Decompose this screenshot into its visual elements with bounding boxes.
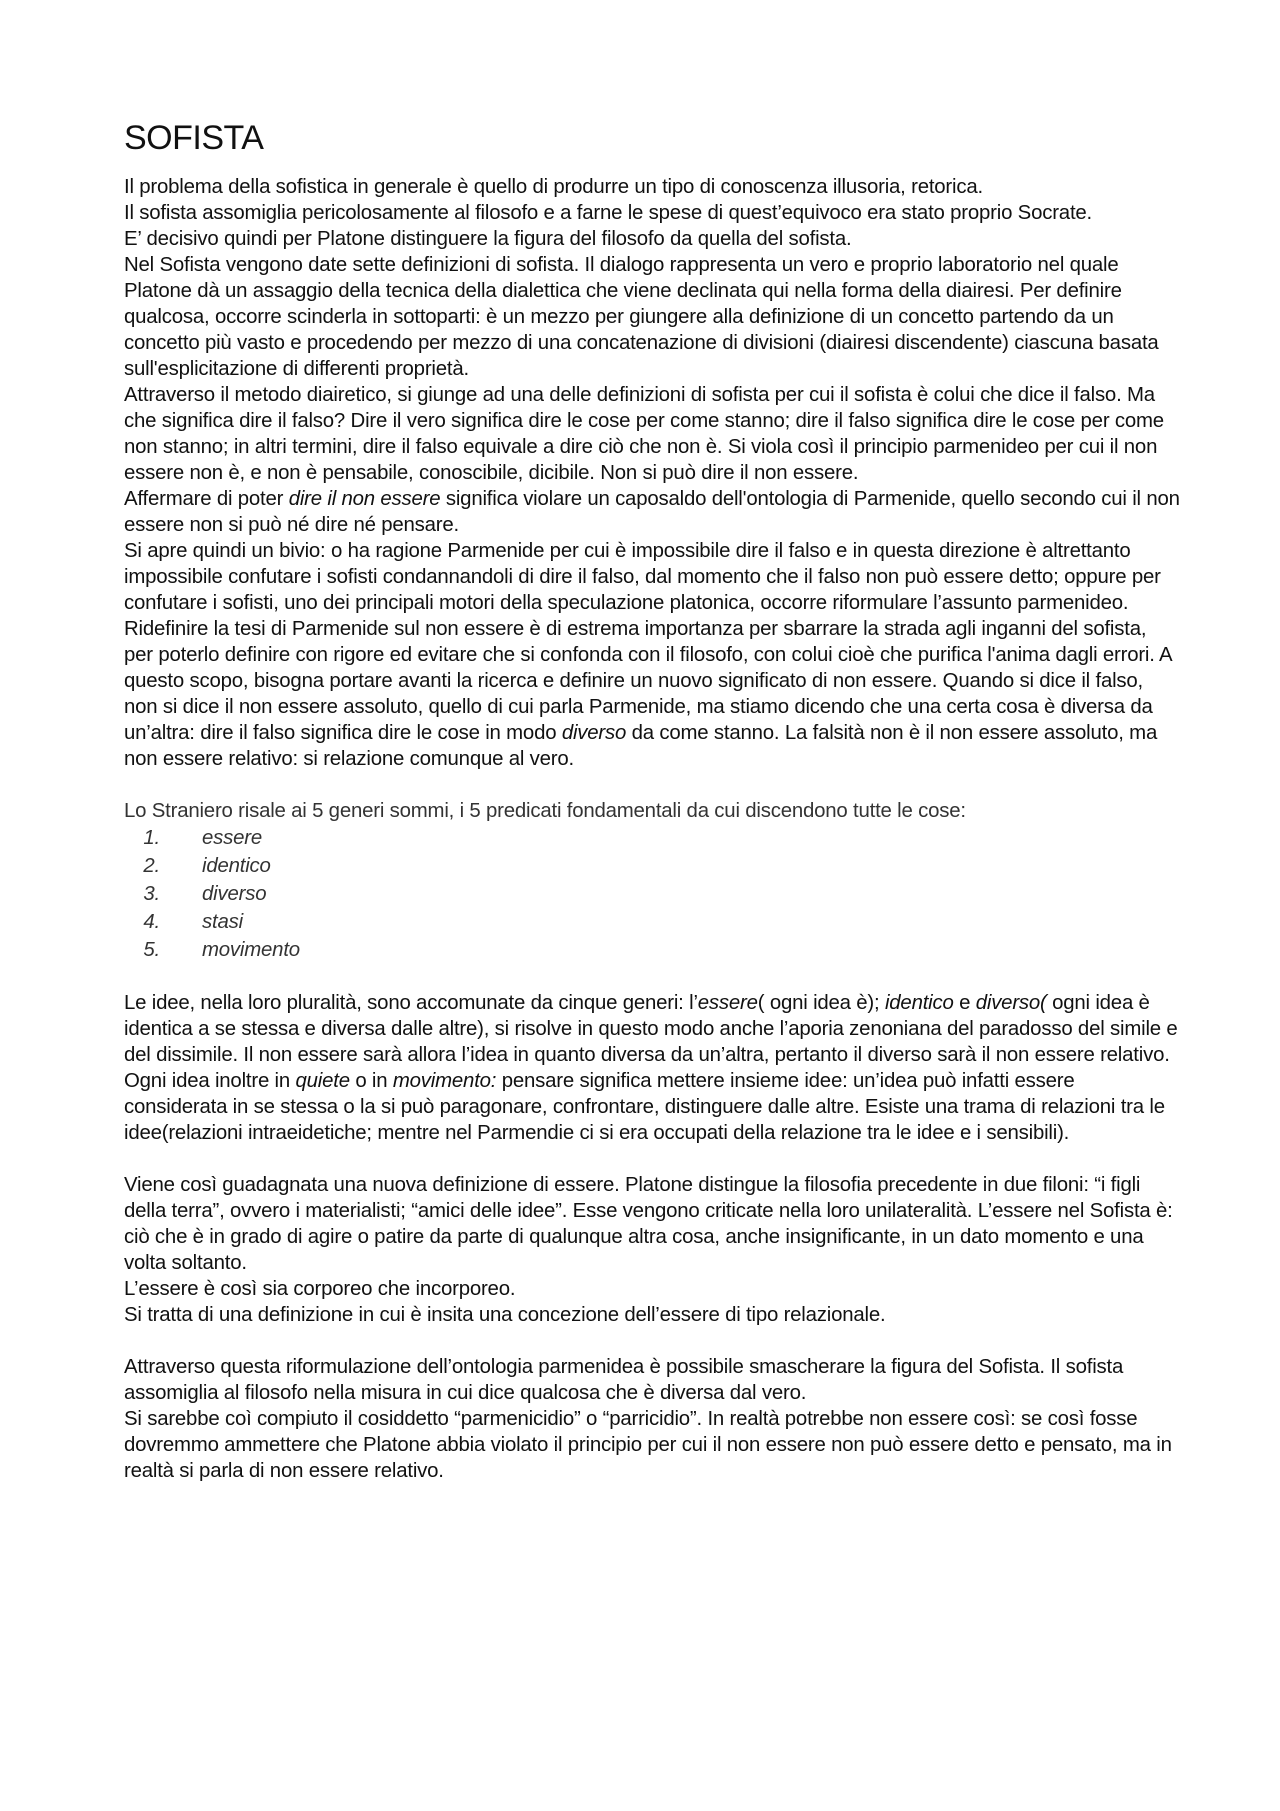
paragraph-metodo-diairetico: Attraverso il metodo diairetico, si giunge ad una delle definizioni di sofista per cui il sofista è colui che dice il falso. Ma che significa dire il falso? Dire il vero significa dire le cose per come stanno; dire il falso significa dire le cose per come non stanno; in altri termini, dire il falso equivale a dire ciò che non è. Si viola così il principio parmenideo per cui il non essere non è, e non è pensabile, conoscibile, dicibile. Non si può dire il non essere. [124, 384, 1164, 484]
paragraph-quiete: Ogni idea inoltre in quiete o in movimento: pensare significa mettere insieme idee: un’idea può infatti essere considerata in se stessa o la si può paragonare, confrontare, distinguere dalle altre. Esiste una trama di relazioni tra le idee(relazioni intraeidetiche; mentre nel Parmendie ci si era occupati della relazione tra le idee e i sensibili). [124, 1070, 1165, 1144]
spacer [124, 1328, 1180, 1354]
paragraph-generi-intro: Lo Straniero risale ai 5 generi sommi, i 5 predicati fondamentali da cui discendono tutte le cose: [124, 800, 966, 822]
paragraph-ridefinire: Ridefinire la tesi di Parmenide sul non essere è di estrema importanza per sbarrare la strada agli inganni del sofista, per poterlo definire con rigore ed evitare che si confonda con il filosofo, con colui cioè che purifica l'anima dagli errori. A questo scopo, bisogna portare avanti la ricerca e definire un nuovo significato di non essere. Quando si dice il falso, non si dice il non essere assoluto, quello di cui parla Parmenide, ma stiamo dicendo che una certa cosa è diversa da un’altra: dire il falso significa dire le cose in modo diverso da come stanno. La falsità non è il non essere assoluto, ma non essere relativo: si relazione comunque al vero. [124, 618, 1172, 770]
spacer [124, 964, 1180, 990]
list-item: 5. movimento [143, 939, 300, 961]
paragraph-idee: Le idee, nella loro pluralità, sono accomunate da cinque generi: l’essere( ogni idea è); identico e diverso( ogni idea è identica a se stessa e diversa dalle altre), si risolve in questo modo anche l’aporia zenoniana del paradosso del simile e del dissimile. Il non essere sarà allora l’idea in quanto diversa da un’altra, pertanto il diverso sarà il non essere relativo. [124, 992, 1178, 1066]
list-item: 2. identico [143, 855, 271, 877]
page-title: SOFISTA [124, 119, 264, 157]
list-item: 1. essere [143, 827, 263, 849]
paragraph-parricidio: Si sarebbe coì compiuto il cosiddetto “parmenicidio” o “parricidio”. In realtà potrebbe non essere così: se così fosse dovremmo ammettere che Platone abbia violato il principio per cui il non essere non può essere detto e pensato, ma in realtà si parla di non essere relativo. [124, 1408, 1172, 1482]
spacer [124, 1146, 1180, 1172]
paragraph-sofistica: Il problema della sofistica in generale è quello di produrre un tipo di conoscenza illusoria, retorica. [124, 176, 983, 198]
paragraph-platone-distinguere: E’ decisivo quindi per Platone distinguere la figura del filosofo da quella del sofista. [124, 228, 852, 250]
paragraph-bivio: Si apre quindi un bivio: o ha ragione Parmenide per cui è impossibile dire il falso e in questa direzione è altrettanto impossibile confutare i sofisti condannandoli di dire il falso, dal momento che il falso non può essere detto; oppure per confutare i sofisti, uno dei principali motori della speculazione platonica, occorre riformulare l’assunto parmenideo. [124, 540, 1161, 614]
generi-list [124, 824, 1180, 964]
paragraph-sofista-filosofo: Il sofista assomiglia pericolosamente al filosofo e a farne le spese di quest’equivoco era stato proprio Socrate. [124, 202, 1093, 224]
list-item: 3. diverso [143, 883, 267, 905]
paragraph-affermare: Affermare di poter dire il non essere significa violare un caposaldo dell'ontologia di Parmenide, quello secondo cui il non essere non si può né dire né pensare. [124, 488, 1180, 536]
paragraph-smascherare: Attraverso questa riformulazione dell’ontologia parmenidea è possibile smascherare la figura del Sofista. Il sofista assomiglia al filosofo nella misura in cui dice qualcosa che è diversa dal vero. [124, 1356, 1124, 1404]
list-item: 4. stasi [143, 911, 243, 933]
paragraph-sette-definizioni: Nel Sofista vengono date sette definizioni di sofista. Il dialogo rappresenta un vero e proprio laboratorio nel quale Platone dà un assaggio della tecnica della dialettica che viene declinata qui nella forma della diairesi. Per definire qualcosa, occorre scinderla in sottoparti: è un mezzo per giungere alla definizione di un concetto partendo da un concetto più vasto e procedendo per mezzo di una concatenazione di divisioni (diairesi discendente) ciascuna basata sull'esplicitazione di differenti proprietà. [124, 254, 1159, 380]
document-body [124, 174, 1180, 1484]
paragraph-relazionale: Si tratta di una definizione in cui è insita una concezione dell’essere di tipo relazionale. [124, 1304, 886, 1326]
spacer [124, 772, 1180, 798]
paragraph-nuova-definizione: Viene così guadagnata una nuova definizione di essere. Platone distingue la filosofia precedente in due filoni: “i figli della terra”, ovvero i materialisti; “amici delle idee”. Esse vengono criticate nella loro unilateralità. L’essere nel Sofista è: ciò che è in grado di agire o patire da parte di qualunque altra cosa, anche insignificante, in un dato momento e una volta soltanto. [124, 1174, 1173, 1274]
paragraph-corporeo: L’essere è così sia corporeo che incorporeo. [124, 1278, 516, 1300]
